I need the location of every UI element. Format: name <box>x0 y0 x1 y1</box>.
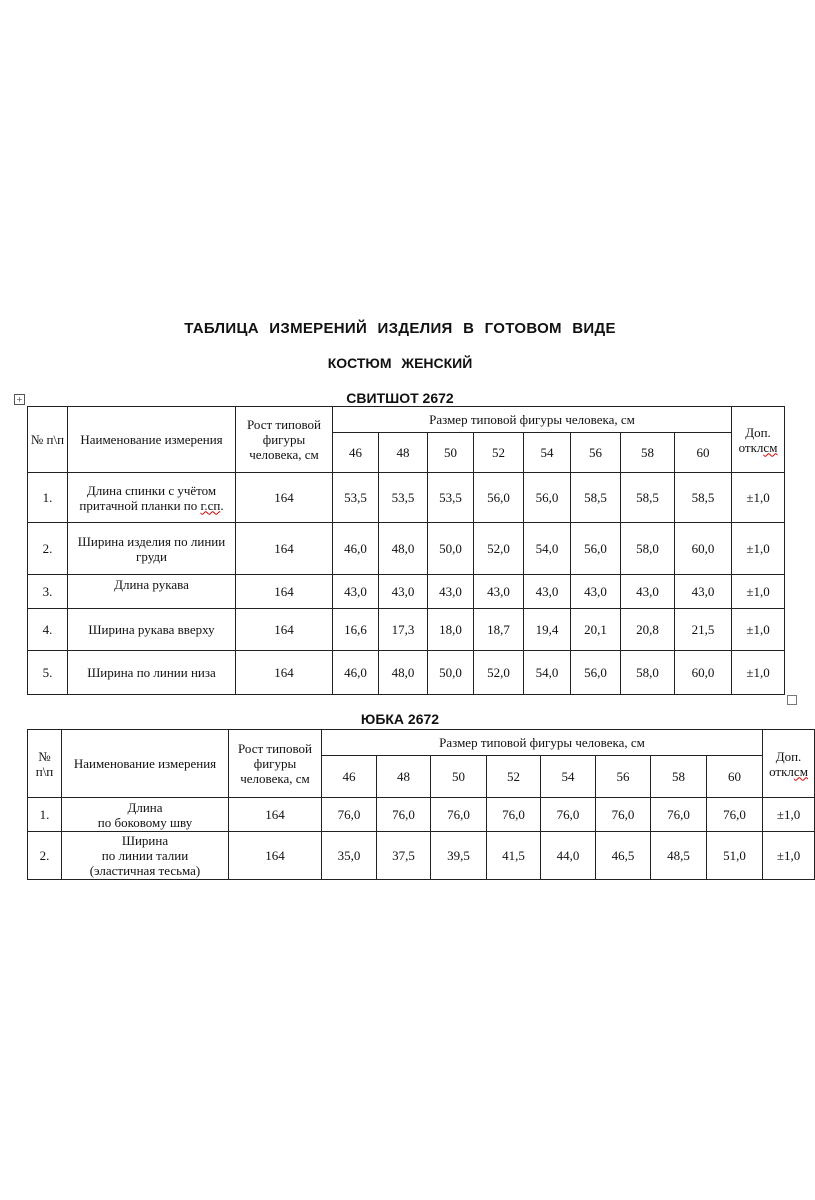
size-cell: 56 <box>596 756 651 798</box>
row-value: 76,0 <box>596 798 651 832</box>
row-height: 164 <box>236 575 333 609</box>
row-value: 43,0 <box>571 575 621 609</box>
row-value: 43,0 <box>675 575 732 609</box>
row-height: 164 <box>236 609 333 651</box>
size-cell: 56 <box>571 433 621 473</box>
row-value: 53,5 <box>428 473 474 523</box>
row-name: Длина рукава <box>68 575 236 609</box>
row-name <box>68 473 236 523</box>
table-row <box>28 609 785 651</box>
row-value: 37,5 <box>377 832 431 880</box>
row-value: 18,7 <box>474 609 524 651</box>
row-value: 52,0 <box>474 651 524 695</box>
size-cell: 60 <box>675 433 732 473</box>
row-name <box>62 798 229 832</box>
row-value: 56,0 <box>524 473 571 523</box>
row-value: 53,5 <box>333 473 379 523</box>
row-value: 60,0 <box>675 651 732 695</box>
row-value: 58,5 <box>571 473 621 523</box>
row-value: 56,0 <box>571 523 621 575</box>
row-num: 1. <box>28 798 62 832</box>
skirt-table <box>27 729 815 880</box>
header-tolerance <box>732 407 785 473</box>
row-num: 3. <box>28 575 68 609</box>
row-value: 35,0 <box>322 832 377 880</box>
row-value: 17,3 <box>379 609 428 651</box>
table-row <box>28 473 785 523</box>
size-cell: 58 <box>651 756 707 798</box>
row-num: 1. <box>28 473 68 523</box>
row-value: 16,6 <box>333 609 379 651</box>
size-cell: 52 <box>474 433 524 473</box>
row-name-end: . <box>220 497 224 513</box>
row-name-text: Длина спинки с учётом притачной планки по <box>79 482 217 513</box>
row-value: 76,0 <box>377 798 431 832</box>
tol-unit: см <box>763 439 778 455</box>
row-value: 56,0 <box>474 473 524 523</box>
row-value: 76,0 <box>322 798 377 832</box>
size-cell: 58 <box>621 433 675 473</box>
row-value: 20,1 <box>571 609 621 651</box>
row-tol: ±1,0 <box>763 832 815 880</box>
row-value: 50,0 <box>428 651 474 695</box>
header-tolerance <box>763 730 815 798</box>
row-value: 76,0 <box>651 798 707 832</box>
row-value: 58,0 <box>621 523 675 575</box>
row-value: 51,0 <box>707 832 763 880</box>
tol-unit: см <box>793 763 808 779</box>
row-name: Ширина рукава вверху <box>68 609 236 651</box>
row-name-line: Ширина <box>121 833 169 848</box>
row-value: 58,5 <box>675 473 732 523</box>
row-tol: ±1,0 <box>732 473 785 523</box>
row-value: 43,0 <box>333 575 379 609</box>
row-value: 58,0 <box>621 651 675 695</box>
row-tol: ±1,0 <box>732 523 785 575</box>
row-value: 56,0 <box>571 651 621 695</box>
row-value: 52,0 <box>474 523 524 575</box>
row-value: 48,5 <box>651 832 707 880</box>
size-cell: 52 <box>487 756 541 798</box>
row-value: 76,0 <box>487 798 541 832</box>
sweatshirt-table <box>27 406 785 695</box>
header-num: № п\п <box>28 407 68 473</box>
row-value: 46,5 <box>596 832 651 880</box>
page-title: ТАБЛИЦА ИЗМЕРЕНИЙ ИЗДЕЛИЯ В ГОТОВОМ ВИДЕ <box>184 320 616 337</box>
row-tol: ±1,0 <box>763 798 815 832</box>
row-value: 43,0 <box>379 575 428 609</box>
row-num: 4. <box>28 609 68 651</box>
size-cell: 60 <box>707 756 763 798</box>
row-tol: ±1,0 <box>732 651 785 695</box>
row-value: 53,5 <box>379 473 428 523</box>
row-name: Ширина по линии низа <box>68 651 236 695</box>
table-row <box>28 832 815 880</box>
row-value: 60,0 <box>675 523 732 575</box>
row-name-line: по линии талии <box>101 848 189 863</box>
size-cell: 50 <box>428 433 474 473</box>
row-height: 164 <box>236 651 333 695</box>
sweatshirt-title: СВИТШОТ 2672 <box>346 390 454 406</box>
row-name-line: Длина <box>127 799 163 815</box>
row-value: 50,0 <box>428 523 474 575</box>
row-value: 43,0 <box>428 575 474 609</box>
row-height: 164 <box>229 832 322 880</box>
row-value: 76,0 <box>541 798 596 832</box>
header-name: Наименование измерения <box>62 730 229 798</box>
header-height: Рост типовой фигуры человека, см <box>229 730 322 798</box>
row-value: 76,0 <box>707 798 763 832</box>
tol-label: Доп. откл <box>738 424 771 455</box>
size-cell: 50 <box>431 756 487 798</box>
row-value: 19,4 <box>524 609 571 651</box>
tol-label: Доп. откл <box>769 748 802 779</box>
row-name-line: по боковому шву <box>97 814 193 830</box>
table-row <box>28 651 785 695</box>
row-name: Ширина изделия по линии груди <box>68 523 236 575</box>
size-cell: 48 <box>379 433 428 473</box>
row-num: 5. <box>28 651 68 695</box>
row-value: 21,5 <box>675 609 732 651</box>
row-value: 44,0 <box>541 832 596 880</box>
skirt-title: ЮБКА 2672 <box>360 711 440 727</box>
size-cell: 54 <box>541 756 596 798</box>
row-height: 164 <box>236 473 333 523</box>
header-height: Рост типовой фигуры человека, см <box>236 407 333 473</box>
page-subtitle: КОСТЮМ ЖЕНСКИЙ <box>327 355 473 371</box>
row-value: 43,0 <box>474 575 524 609</box>
header-num: № п\п <box>28 730 62 798</box>
size-cell: 54 <box>524 433 571 473</box>
size-cell: 46 <box>322 756 377 798</box>
table-move-handle-icon[interactable]: + <box>14 394 25 405</box>
row-value: 43,0 <box>524 575 571 609</box>
row-num: 2. <box>28 523 68 575</box>
table-row <box>28 523 785 575</box>
row-value: 48,0 <box>379 651 428 695</box>
table-resize-handle[interactable] <box>787 695 797 705</box>
row-value: 18,0 <box>428 609 474 651</box>
row-num: 2. <box>28 832 62 880</box>
row-value: 76,0 <box>431 798 487 832</box>
row-value: 43,0 <box>621 575 675 609</box>
size-cell: 46 <box>333 433 379 473</box>
row-value: 46,0 <box>333 523 379 575</box>
header-size-group: Размер типовой фигуры человека, см <box>322 730 763 756</box>
row-height: 164 <box>229 798 322 832</box>
row-value: 41,5 <box>487 832 541 880</box>
row-value: 54,0 <box>524 523 571 575</box>
row-height: 164 <box>236 523 333 575</box>
row-name <box>62 832 229 880</box>
row-tol: ±1,0 <box>732 609 785 651</box>
table-row <box>28 575 785 609</box>
row-name-line: (эластичная тесьма) <box>89 863 201 878</box>
row-name-abbr: г.сп <box>200 497 221 513</box>
header-size-group: Размер типовой фигуры человека, см <box>333 407 732 433</box>
row-tol: ±1,0 <box>732 575 785 609</box>
row-value: 20,8 <box>621 609 675 651</box>
row-value: 54,0 <box>524 651 571 695</box>
row-value: 46,0 <box>333 651 379 695</box>
header-name: Наименование измерения <box>68 407 236 473</box>
table-row <box>28 798 815 832</box>
row-value: 58,5 <box>621 473 675 523</box>
row-value: 48,0 <box>379 523 428 575</box>
size-cell: 48 <box>377 756 431 798</box>
row-value: 39,5 <box>431 832 487 880</box>
